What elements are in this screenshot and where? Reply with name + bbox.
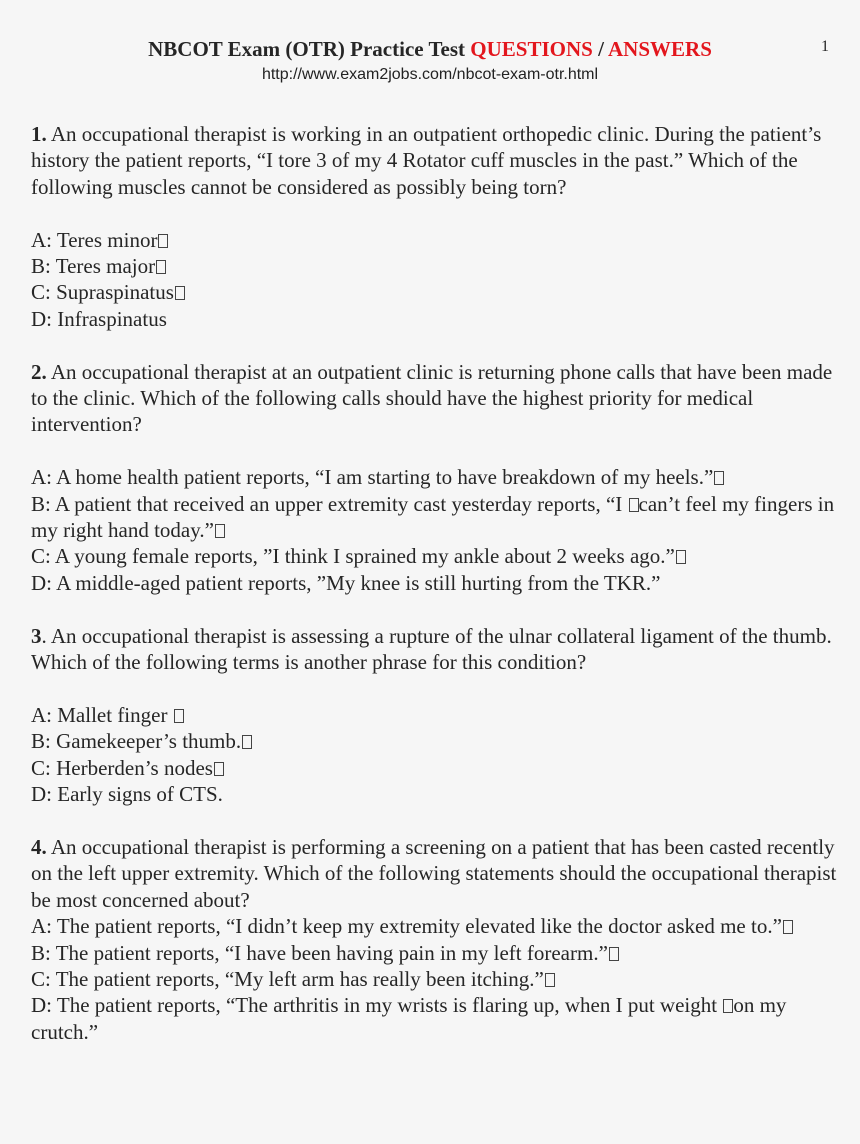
question-1 — [31, 121, 846, 200]
question-number: 3 — [31, 623, 42, 648]
question-number: 2. — [31, 359, 47, 384]
option-3d: D: Early signs of CTS. — [31, 782, 223, 807]
question-number: 1. — [31, 122, 47, 146]
title-main: NBCOT Exam (OTR) Practice Test — [148, 37, 471, 61]
question-text: An occupational therapist is performing a screening on a patient that has been casted recently on the left upper extremity. Which of the following statements should the occupational therapist be most concerned about? — [31, 834, 837, 912]
checkbox-icon — [545, 973, 555, 987]
title-questions: QUESTIONS — [470, 37, 593, 61]
title-answers: ANSWERS — [608, 37, 712, 61]
option-3a: A: Mallet finger — [31, 702, 846, 728]
document-title — [0, 36, 860, 62]
question-3 — [31, 623, 846, 676]
question-text: An occupational therapist at an outpatient clinic is returning phone calls that have been made to the clinic. Which of the following calls should have the highest priority for medical intervention? — [31, 359, 833, 437]
checkbox-icon — [214, 762, 224, 776]
option-2d: D: A middle-aged patient reports, ”My knee is still hurting from the TKR.” — [31, 570, 661, 595]
checkbox-icon — [174, 709, 184, 723]
checkbox-icon — [156, 260, 166, 274]
option-1a: A: Teres minor — [31, 227, 846, 253]
checkbox-icon — [175, 286, 185, 300]
option-2a: A: A home health patient reports, “I am starting to have breakdown of my heels.” — [31, 464, 846, 490]
checkbox-icon — [609, 947, 619, 961]
option-1d: D: Infraspinatus — [31, 306, 167, 331]
option-4b: B: The patient reports, “I have been having pain in my left forearm.” — [31, 940, 846, 966]
option-3c: C: Herberden’s nodes — [31, 755, 846, 781]
option-4d: D: The patient reports, “The arthritis in my wrists is flaring up, when I put weight on my crutch.” — [31, 993, 787, 1044]
title-separator: / — [592, 37, 609, 61]
checkbox-icon — [242, 735, 252, 749]
page-number: 1 — [821, 38, 829, 55]
option-1c: C: Supraspinatus — [31, 279, 846, 305]
option-4c: C: The patient reports, “My left arm has really been itching.” — [31, 966, 846, 992]
option-1b: B: Teres major — [31, 253, 846, 279]
checkbox-icon — [215, 524, 225, 538]
question-text: An occupational therapist is working in an outpatient orthopedic clinic. During the patient’s history the patient reports, “I tore 3 of my 4 Rotator cuff muscles in the past.” Which of the following muscles cannot be considered as possibly being torn? — [31, 122, 822, 199]
option-4a: A: The patient reports, “I didn’t keep my extremity elevated like the doctor asked me to.” — [31, 913, 846, 939]
page-header — [0, 36, 860, 86]
document-body — [31, 121, 846, 1045]
checkbox-icon — [676, 550, 686, 564]
source-url: http://www.exam2jobs.com/nbcot-exam-otr.html — [261, 66, 599, 83]
checkbox-icon — [783, 920, 793, 934]
checkbox-icon — [629, 498, 639, 512]
checkbox-icon — [714, 471, 724, 485]
checkbox-icon — [723, 999, 733, 1013]
question-2 — [31, 359, 846, 438]
question-text: . An occupational therapist is assessing a rupture of the ulnar collateral ligament of the thumb. Which of the following terms is another phrase for this condition? — [31, 623, 832, 675]
question-number: 4. — [31, 834, 47, 859]
question-4 — [31, 834, 846, 913]
option-3b: B: Gamekeeper’s thumb. — [31, 728, 846, 754]
checkbox-icon — [158, 234, 168, 248]
option-2b: B: A patient that received an upper extremity cast yesterday reports, “I can’t feel my fingers in my right hand today.” — [31, 491, 835, 543]
option-2c: C: A young female reports, ”I think I sprained my ankle about 2 weeks ago.” — [31, 543, 846, 569]
